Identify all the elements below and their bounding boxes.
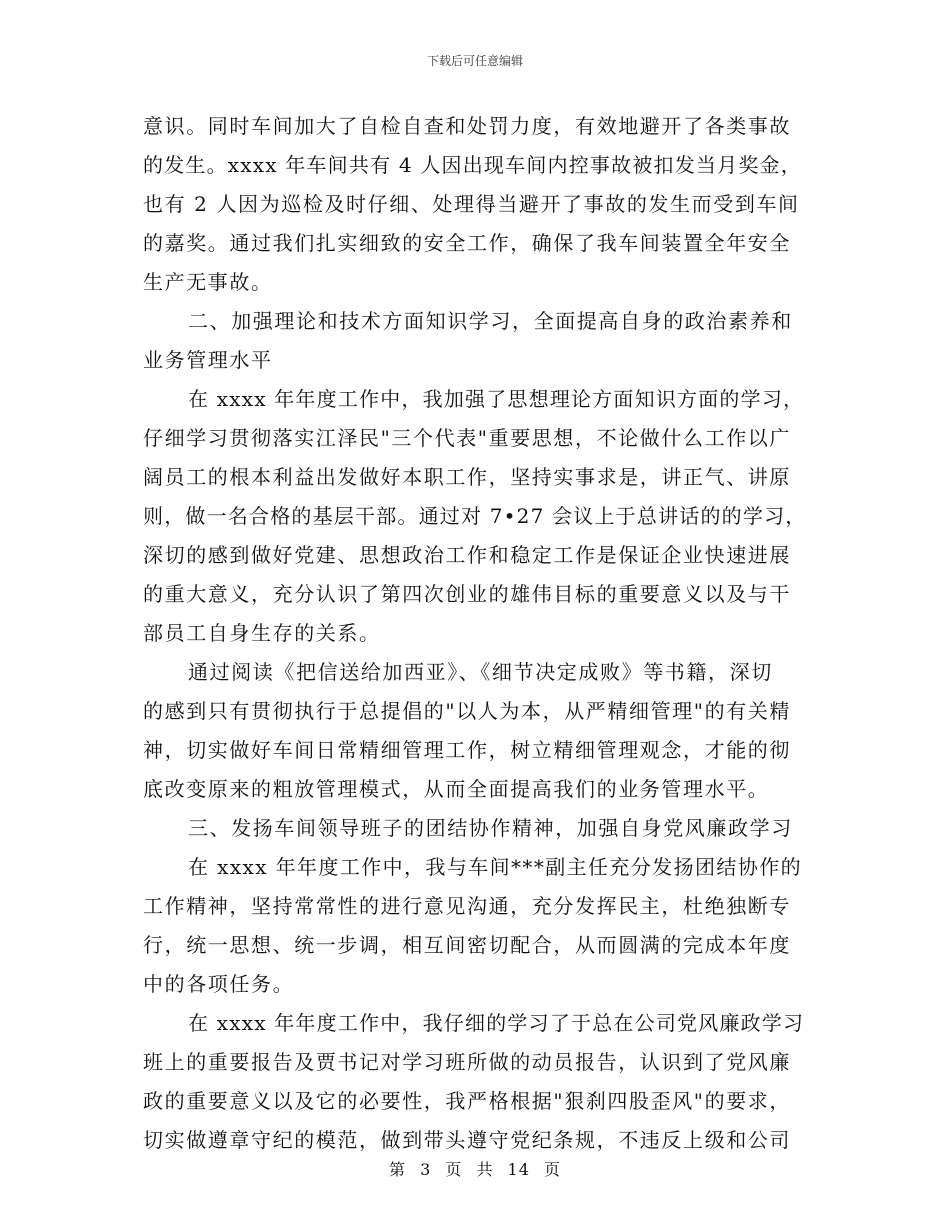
body-line: 在 xxxx 年年度工作中，我加强了思想理论方面知识方面的学习，: [188, 387, 805, 411]
body-line: 的感到只有贯彻执行于总提倡的"以人为本，从严精细管理"的有关精: [143, 699, 791, 723]
body-line: 则，做一名合格的基层干部。通过对 7•27 会议上于总讲话的的学习，: [143, 504, 807, 528]
body-line: 部员工自身生存的关系。: [143, 621, 381, 645]
body-line: 神，切实做好车间日常精细管理工作，树立精细管理观念，才能的彻: [143, 738, 791, 762]
body-line: 在 xxxx 年年度工作中，我与车间***副主任充分发扬团结协作的: [188, 855, 803, 879]
body-line: 政的重要意义以及它的必要性，我严格根据"狠刹四股歪风"的要求，: [143, 1089, 791, 1113]
body-line: 阔员工的根本利益出发做好本职工作，坚持实事求是，讲正气、讲原: [143, 465, 791, 489]
body-line: 通过阅读《把信送给加西亚》、《细节决定成败》等书籍，深切: [188, 660, 773, 684]
section-heading-line: 三、发扬车间领导班子的团结协作精神，加强自身党风廉政学习: [188, 816, 793, 840]
body-line: 中的各项任务。: [143, 972, 295, 996]
body-line: 意识。同时车间加大了自检自查和处罚力度，有效地避开了各类事故: [143, 114, 791, 138]
body-line: 行，统一思想、统一步调，相互间密切配合，从而圆满的完成本年度: [143, 933, 791, 957]
body-line: 工作精神，坚持常常性的进行意见沟通，充分发挥民主，杜绝独断专: [143, 894, 791, 918]
body-line: 仔细学习贯彻落实江泽民"三个代表"重要思想，不论做什么工作以广: [143, 426, 791, 450]
body-line: 的发生。xxxx 年车间共有 4 人因出现车间内控事故被扣发当月奖金，: [143, 153, 802, 177]
page-header-note: 下载后可任意编辑: [426, 54, 523, 68]
body-line: 深切的感到做好党建、思想政治工作和稳定工作是保证企业快速进展: [143, 543, 791, 567]
body-line: 的嘉奖。通过我们扎实细致的安全工作，确保了我车间装置全年安全: [143, 231, 791, 255]
body-line: 切实做遵章守纪的模范，做到带头遵守党纪条规，不违反上级和公司: [143, 1128, 791, 1152]
page-number: 第 3 页 共 14 页: [389, 1160, 561, 1179]
body-line: 底改变原来的粗放管理模式，从而全面提高我们的业务管理水平。: [143, 777, 770, 801]
section-heading-line: 二、加强理论和技术方面知识学习，全面提高自身的政治素养和: [188, 309, 793, 333]
body-line: 也有 2 人因为巡检及时仔细、处理得当避开了事故的发生而受到车间: [143, 192, 800, 216]
body-line: 生产无事故。: [143, 270, 273, 294]
section-heading-line: 业务管理水平: [143, 348, 273, 372]
body-line: 的重大意义，充分认识了第四次创业的雄伟目标的重要意义以及与干: [143, 582, 791, 606]
body-line: 班上的重要报告及贾书记对学习班所做的动员报告，认识到了党风廉: [143, 1050, 791, 1074]
body-line: 在 xxxx 年年度工作中，我仔细的学习了于总在公司党风廉政学习: [188, 1011, 805, 1035]
